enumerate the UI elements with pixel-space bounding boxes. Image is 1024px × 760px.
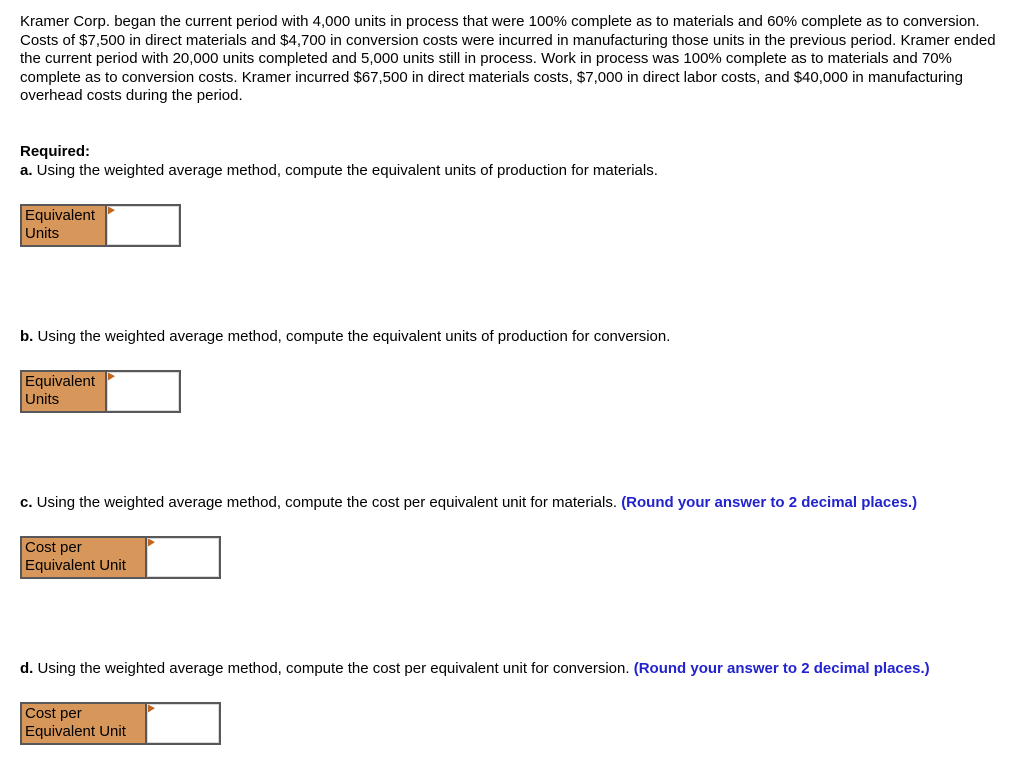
section-d-letter: d.	[20, 659, 34, 677]
answer-cell-c	[147, 538, 219, 577]
section-b-letter: b.	[20, 327, 34, 345]
row-label-b	[22, 372, 107, 411]
equivalent-units-table-b	[20, 370, 181, 413]
problem-statement: Kramer Corp. began the current period with 4,000 units in process that were 100% complete as to materials and 60% complete as to conversion. Costs of $7,500 in direct materials and $4,700 in conversion costs were incurred in manufacturing those units in the previous period. Kramer ended the current period with 20,000 units completed and 5,000 units still in process. Work in process was 100% complete as to materials and 70% complete as to conversion costs. Kramer incurred $67,500 in direct materials costs, $7,000 in direct labor costs, and $40,000 in manufacturing overhead costs during the period.	[20, 13, 996, 104]
section-a	[20, 161, 1010, 247]
row-label-d-line2: Equivalent Unit	[25, 722, 126, 740]
section-a-prompt	[20, 161, 1010, 180]
row-label-d-line1: Cost per	[25, 704, 82, 722]
cost-per-unit-table-c	[20, 536, 221, 579]
row-label-b-line2: Units	[25, 390, 60, 408]
row-label-d	[22, 704, 147, 743]
section-b-text: Using the weighted average method, compute the equivalent units of production for conversion.	[33, 327, 671, 345]
row-label-a-line1: Equivalent	[25, 206, 96, 224]
section-c-note: (Round your answer to 2 decimal places.)	[621, 493, 918, 511]
section-a-text: Using the weighted average method, compute the equivalent units of production for materials.	[32, 161, 658, 179]
row-label-c-line1: Cost per	[25, 538, 82, 556]
section-d-prompt	[20, 659, 1010, 678]
cost-per-unit-table-d	[20, 702, 221, 745]
row-label-a-line2: Units	[25, 224, 60, 242]
section-d	[20, 659, 1010, 745]
section-d-text: Using the weighted average method, compute the cost per equivalent unit for conversion.	[33, 659, 634, 677]
required-heading: Required:	[20, 142, 91, 160]
row-label-b-line1: Equivalent	[25, 372, 96, 390]
section-c	[20, 493, 1010, 579]
section-c-letter: c.	[20, 493, 33, 511]
row-label-c-line2: Equivalent Unit	[25, 556, 126, 574]
equivalent-units-table-a	[20, 204, 181, 247]
answer-input-d[interactable]	[147, 704, 219, 743]
section-c-prompt	[20, 493, 1010, 512]
answer-cell-d	[147, 704, 219, 743]
section-b	[20, 327, 1010, 413]
row-label-a	[22, 206, 107, 245]
answer-input-a[interactable]	[107, 206, 179, 245]
answer-cell-a	[107, 206, 179, 245]
row-label-c	[22, 538, 147, 577]
answer-input-c[interactable]	[147, 538, 219, 577]
answer-input-b[interactable]	[107, 372, 179, 411]
section-d-note: (Round your answer to 2 decimal places.)	[633, 659, 930, 677]
section-a-letter: a.	[20, 161, 33, 179]
answer-cell-b	[107, 372, 179, 411]
section-c-text: Using the weighted average method, compute the cost per equivalent unit for materials.	[32, 493, 622, 511]
section-b-prompt	[20, 327, 1010, 346]
